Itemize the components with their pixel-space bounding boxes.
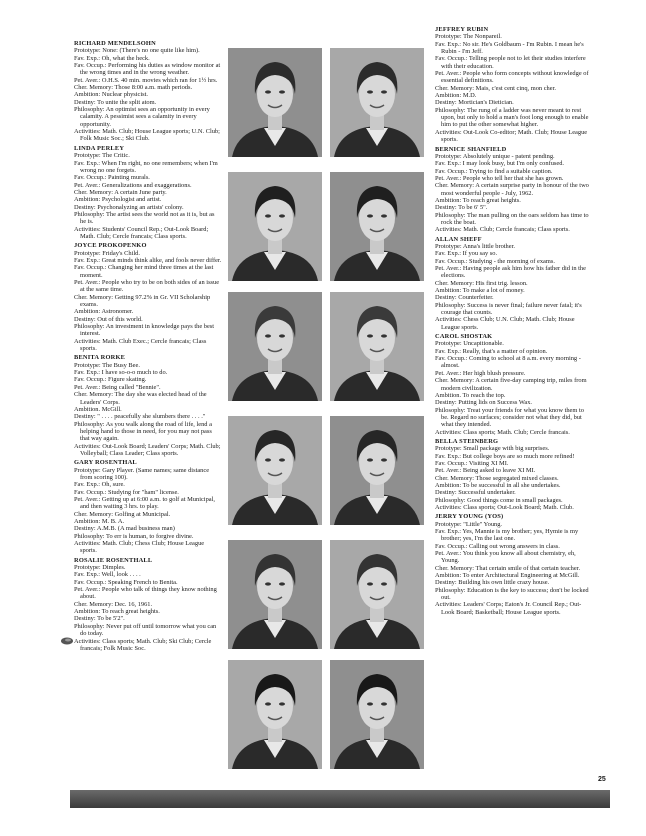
entry-line: Cher. Memory: Getting 97.2% in Gr. VII Scholarship exams.: [74, 293, 211, 309]
entry-line: Ambition: To enter Architectural Engineering at McGill.: [435, 572, 580, 580]
entry-line: Cher. Memory: Mais, c'est cent cinq, mon cher.: [435, 84, 556, 92]
entry-line: Prototype: Anna's little brother.: [435, 242, 515, 250]
entry-line: Philosophy: Good things come in small packages.: [435, 496, 563, 504]
entry-line: Ambition: M. B. A.: [74, 518, 125, 525]
entry-line: Fav. Occup.: Telling people not to let their studies interfere with their education.: [435, 55, 586, 70]
student-entry: [435, 333, 593, 436]
entry-line: Destiny: To be 5'2".: [74, 615, 125, 623]
entry-line: Fav. Exp.: No sir. He's Goldbaum - I'm Rubin. I mean he's Rubin - I'm Jeff.: [435, 40, 584, 56]
entry-line: Destiny: Successful undertaker.: [435, 489, 516, 497]
entry-line: Pet. Aver.: Getting up at 6:00 a.m. to golf at Municipal, and then waiting 3 hrs. to play.: [74, 495, 215, 511]
entry-line: Philosophy: To err is human, to forgive divine.: [74, 532, 194, 540]
entry-line: Cher. Memory: A certain June party.: [74, 188, 167, 196]
student-name: GARY ROSENTHAL: [74, 459, 137, 467]
student-entry: [435, 236, 593, 331]
entry-line: Fav. Occup.: Changing her mind three times at the last moment.: [74, 264, 214, 279]
portrait-photo: [330, 540, 424, 649]
entry-line: Philosophy: Education is the key to success; don't be locked out.: [435, 586, 589, 602]
entry-line: Prototype: The Busy Bee.: [74, 361, 140, 369]
entry-line: Activities: Out-Look Co-editor; Math. Club; House League sports.: [435, 128, 588, 144]
student-entry: [435, 513, 593, 616]
entry-line: Destiny: Building his own little crazy house.: [435, 579, 550, 587]
entry-line: Destiny: Counterfeiter.: [435, 294, 494, 302]
entry-line: Pet. Aver.: People who form concepts without knowledge of essential definitions.: [435, 70, 589, 85]
entry-line: Destiny: Psychonalyzing an artists' colony.: [74, 203, 184, 211]
entry-line: Prototype: Uncapitionable.: [435, 340, 504, 348]
entry-line: Fav. Exp.: Really, that's a matter of opinion.: [435, 347, 548, 355]
entry-line: Activities: Out-Look Board; Leaders' Corps; Math. Club; Volleyball; Class Leader; Class sports.: [74, 442, 221, 457]
entry-line: Prototype: Friday's Child.: [74, 249, 140, 257]
student-entry: [435, 146, 593, 234]
entry-line: Prototype: Gary Player. (Same names; same distance from scoring 100).: [74, 466, 210, 481]
student-name: JEFFREY RUBIN: [435, 26, 489, 33]
student-entry: [435, 438, 593, 511]
student-name: BERNICE SHANFIELD: [435, 145, 507, 153]
entry-line: Fav. Occup.: Trying to find a suitable caption.: [435, 167, 553, 175]
entry-line: Activities: Math. Club; Cercle francais; Class sports.: [435, 226, 570, 234]
student-name: CAROL SHOSTAK: [435, 333, 493, 341]
entry-line: Pet. Aver.: Her high blush pressure.: [435, 369, 526, 377]
entry-line: Fav. Exp.: If you say so.: [435, 250, 498, 258]
entry-line: Cher. Memory: That certain smile of that certain teacher.: [435, 564, 581, 572]
entry-line: Pet. Aver.: People who tell her that she has grown.: [435, 174, 564, 182]
student-entry: [74, 40, 222, 143]
entry-line: Ambition: M.D.: [435, 92, 477, 100]
entry-line: Fav. Occup.: Performing his duties as window monitor at the wrong times and in the wrong weather.: [74, 62, 221, 77]
entry-line: Pet. Aver.: O.H.S. 40 min. movies which ran for 1½ hrs.: [74, 76, 218, 84]
ink-mark-icon: [60, 636, 74, 646]
bottom-bar: [70, 790, 610, 808]
page-number: 25: [598, 776, 606, 783]
entry-line: Cher. Memory: The day she was elected head of the Leaders' Corps.: [74, 391, 207, 406]
entry-line: Pet. Aver.: Having people ask him how his father did in the elections.: [435, 265, 586, 280]
entry-line: Activities: Class sports; Math. Club; Cercle francais.: [435, 428, 570, 436]
entry-line: Fav. Occup.: Painting murals.: [74, 174, 150, 182]
entry-line: Activities: Class sports; Out-Look Board; Math. Club.: [435, 504, 574, 511]
entry-line: Prototype: Dimples.: [74, 564, 126, 572]
entry-line: Activities: Math. Club; Chess Club; House League sports.: [74, 540, 205, 555]
student-entry: [74, 557, 222, 652]
entry-line: Fav. Occup.: Coming to school at 8 a.m. every morning - almost.: [435, 355, 581, 370]
student-name: BELLA STEINBERG: [435, 437, 499, 445]
entry-line: Fav. Exp.: But college boys are so much more refined!: [435, 452, 575, 460]
entry-line: Pet. Aver.: Generalizations and exaggerations.: [74, 181, 192, 189]
entry-line: Activities: Chess Club; U.N. Club; Math. Club; House League sports.: [435, 316, 575, 331]
portrait-photo: [228, 416, 322, 525]
student-entry: [435, 26, 593, 144]
entry-line: Pet. Aver.: People who talk of things they know nothing about.: [74, 586, 217, 601]
entry-line: Ambition: To be successful in all she undertakes.: [435, 481, 561, 489]
entry-line: Pet. Aver.: People who try to be on both sides of an issue at the same time.: [74, 279, 220, 294]
portrait-photo: [330, 172, 424, 281]
entry-line: Pet. Aver.: Being asked to leave XI MI.: [435, 467, 536, 475]
student-name: RICHARD MENDELSOHN: [74, 40, 156, 47]
entry-line: Destiny: To be 6' 5".: [435, 204, 488, 212]
entry-line: Activities: Class sports; Math. Club; Ski Club; Cercle francais; Folk Music Soc.: [74, 637, 212, 652]
student-name: BENITA RORKE: [74, 354, 126, 362]
entry-line: Prototype: None: (There's no one quite like him).: [74, 47, 200, 55]
entry-line: Fav. Occup.: Studying - the morning of exams.: [435, 257, 555, 265]
entry-line: Activities: Students' Council Rep.; Out-Look Board; Math. Club; Cercle francais; Class sports.: [74, 225, 209, 240]
entry-line: Destiny: To unite the split atom.: [74, 98, 157, 106]
entry-line: Destiny: " . . . . peacefully she slumbers there . . . .": [74, 413, 206, 421]
student-entry: [74, 145, 222, 240]
portrait-grid: [228, 40, 426, 780]
student-name: LINDA PERLEY: [74, 144, 125, 152]
entry-line: Cher. Memory: Dec. 16, 1961.: [74, 600, 153, 608]
entry-line: Ambition: Astronomer.: [74, 308, 134, 316]
student-name: JERRY YOUNG (YOS): [435, 513, 504, 521]
entry-line: Pet. Aver.: Being called "Bennie".: [74, 383, 161, 391]
entry-line: Destiny: Out of this world.: [74, 315, 143, 323]
entry-line: Fav. Occup.: Figure skating.: [74, 376, 147, 384]
entry-line: Fav. Exp.: When I'm right, no one remembers; when I'm wrong no one forgets.: [74, 159, 218, 174]
entry-line: Destiny: Putting lids on Success Wax.: [435, 399, 533, 407]
entry-line: Cher. Memory: His first trig. lesson.: [435, 279, 528, 287]
entry-line: Ambition: To reach great heights.: [74, 608, 160, 616]
entry-line: Prototype: "Little" Young.: [435, 520, 502, 528]
portrait-photo: [228, 48, 322, 157]
right-column: [435, 26, 593, 782]
entry-line: Ambition: To reach great heights.: [435, 196, 521, 204]
entry-line: Philosophy: An investment in knowledge pays the best interest.: [74, 323, 215, 338]
entry-line: Activities: Math. Club; House League sports; U.N. Club; Folk Music Soc.; Ski Club.: [74, 128, 220, 143]
entry-line: Cher. Memory: Those 8:00 a.m. math periods.: [74, 84, 193, 92]
entry-line: Fav. Occup.: Speaking French to Benita.: [74, 578, 178, 586]
entry-line: Philosophy: An optimist sees an opportunity in every calamity. A pessimist sees a calamity in every opportunity.: [74, 106, 210, 128]
entry-line: Prototype: Small package with big surprises.: [435, 445, 550, 453]
entry-line: Prototype: The Nonpareil.: [435, 33, 502, 41]
entry-line: Philosophy: The artist sees the world not as it is, but as he is.: [74, 210, 215, 226]
student-name: JOYCE PROKOPENKO: [74, 242, 147, 250]
entry-line: Activities: Leaders' Corps; Eaton's Jr. Council Rep.; Out-Look Board; Basketball; House League sports.: [435, 601, 582, 616]
student-entry: [74, 242, 222, 352]
student-entry: [74, 354, 222, 457]
entry-line: Ambition. McGill.: [74, 405, 122, 413]
entry-line: Pet. Aver.: You think you know all about chemistry, eh, Young.: [435, 550, 576, 565]
portrait-photo: [330, 660, 424, 769]
entry-line: Cher. Memory: A certain surprise party in honour of the two most wonderful people - July, 1962.: [435, 182, 589, 197]
student-entry: [74, 459, 222, 554]
entry-line: Cher. Memory: Golfing at Municipal.: [74, 510, 171, 518]
entry-line: Fav. Occup.: Studying for "ham" license.: [74, 488, 179, 496]
portrait-photo: [330, 416, 424, 525]
entry-line: Philosophy: As you walk along the road of life, lend a helping hand to those in need, for you may not pass that way again.: [74, 420, 212, 443]
portrait-photo: [228, 292, 322, 401]
portrait-photo: [330, 292, 424, 401]
entry-line: Fav. Exp.: Great minds think alike, and fools never differ.: [74, 256, 222, 264]
entry-line: Prototype: Absolutely unique - patent pending.: [435, 152, 555, 160]
entry-line: Philosophy: Success is never final; failure never fatal; it's courage that counts.: [435, 301, 582, 317]
entry-line: Fav. Exp.: Oh, sure.: [74, 481, 125, 489]
entry-line: Fav. Exp.: Yes, Mannie is my brother; yes, Hymie is my brother; yes, I'm the last one.: [435, 528, 579, 543]
entry-line: Fav. Exp.: I may look busy, but I'm only confused.: [435, 160, 565, 168]
entry-line: Ambition: Psychologist and artist.: [74, 196, 162, 204]
entry-line: Fav. Exp.: Oh, what the heck.: [74, 54, 150, 62]
student-name: ALLAN SHEFF: [435, 235, 482, 243]
entry-line: Ambition. To reach the top.: [435, 391, 506, 399]
entry-line: Philosophy: The rung of a ladder was never meant to rest upon, but only to hold a man's foot long enough to enable him to put the other somewhat higher.: [435, 106, 589, 129]
left-column: [74, 40, 222, 780]
entry-line: Destiny: Mortician's Dietician.: [435, 99, 514, 107]
entry-line: Fav. Exp.: I have so-o-o much to do.: [74, 369, 168, 377]
portrait-photo: [228, 540, 322, 649]
entry-line: Activities: Math. Club Exec.; Cercle francais; Class sports.: [74, 337, 207, 353]
portrait-photo: [228, 172, 322, 281]
entry-line: Fav. Occup.: Calling out wrong answers in class.: [435, 542, 560, 550]
entry-line: Fav. Exp.: Well, look . . . .: [74, 571, 141, 579]
student-name: ROSALIE ROSENTHALL: [74, 556, 153, 564]
entry-line: Ambition: Nuclear physicist.: [74, 91, 149, 99]
entry-line: Cher. Memory: Those segregated mixed classes.: [435, 474, 559, 482]
entry-line: Philosophy: Never put off until tomorrow what you can do today.: [74, 622, 217, 638]
entry-line: Destiny: A.M.B. (A mad business man): [74, 525, 175, 533]
entry-line: Philosophy: Treat your friends for what you know them to be. Regard no surfaces; consider not what they did, but what they intended.: [435, 406, 584, 429]
entry-line: Cher. Memory: A certain five-day camping trip, miles from modern civilization.: [435, 377, 587, 392]
entry-line: Prototype: The Critic.: [74, 152, 130, 160]
portrait-photo: [228, 660, 322, 769]
entry-line: Philosophy: The man pulling on the oars seldom has time to rock the boat.: [435, 211, 589, 226]
entry-line: Fav. Occup.: Visiting XI MI.: [435, 459, 509, 467]
entry-line: Ambition: To make a lot of money.: [435, 287, 525, 295]
portrait-photo: [330, 48, 424, 157]
